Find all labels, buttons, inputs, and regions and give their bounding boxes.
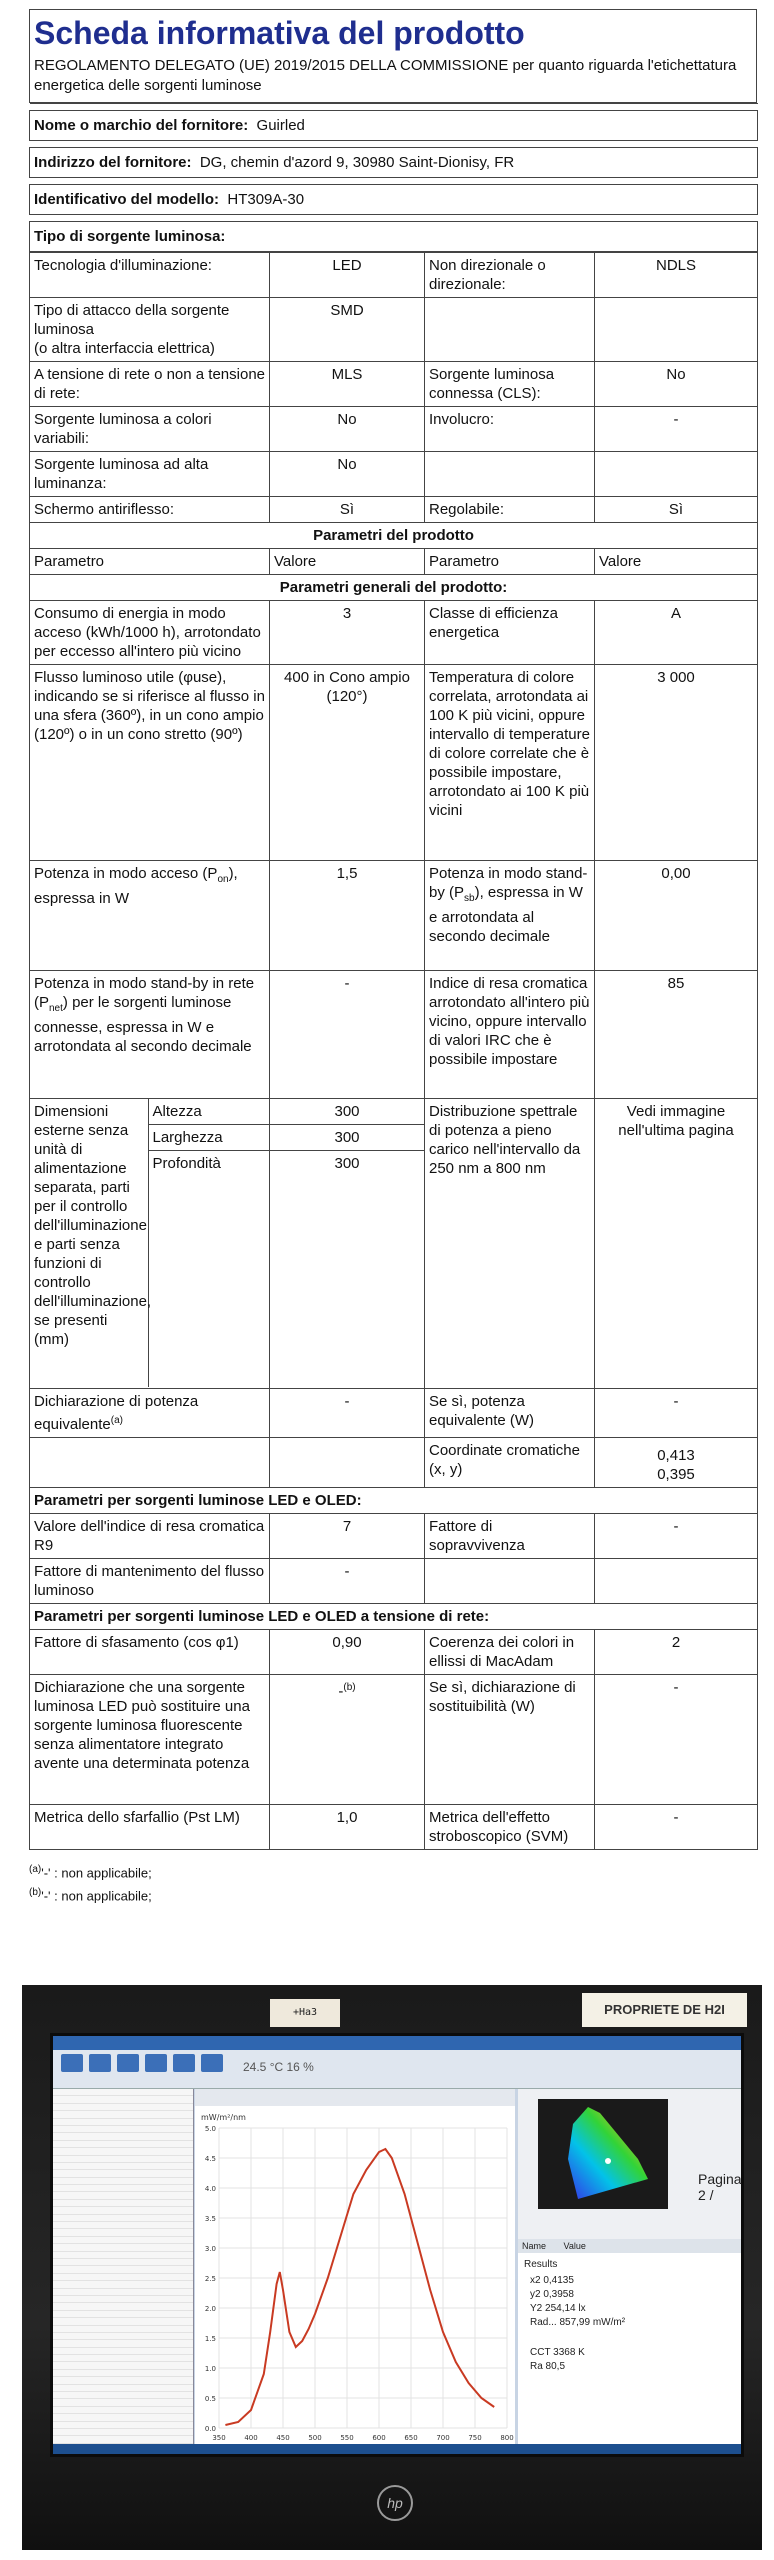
- supplier-address-label: Indirizzo del fornitore:: [34, 154, 192, 171]
- depth-label: Profondità: [152, 1155, 221, 1172]
- toolbar-icon: [117, 2054, 139, 2072]
- equiv-value: -: [270, 1389, 425, 1438]
- highlum-label: Sorgente luminosa ad alta luminanza:: [30, 452, 270, 497]
- tree-row: [53, 2170, 193, 2177]
- dimensions-inner: [30, 1099, 269, 1387]
- cls-value: No: [595, 362, 758, 407]
- toolbar-icon: [89, 2054, 111, 2072]
- tree-row: [53, 2229, 193, 2236]
- x-tick-label: 350: [212, 2434, 226, 2442]
- cie-svg: [538, 2099, 668, 2209]
- source-type-table: [29, 252, 758, 1850]
- tree-row: [53, 2407, 193, 2414]
- page-title: Scheda informativa del prodotto: [29, 9, 757, 54]
- y-tick-label: 2.5: [204, 2275, 216, 2283]
- x-tick-label: 500: [308, 2434, 322, 2442]
- y-tick-label: 4.5: [204, 2155, 216, 2163]
- asset-sticker: +Ha3: [270, 1999, 340, 2027]
- tree-row: [53, 2200, 193, 2207]
- y-tick-label: 0.5: [204, 2395, 216, 2403]
- width-value: 300: [270, 1125, 424, 1151]
- spacer: [30, 141, 758, 148]
- y-tick-label: 2.0: [204, 2305, 216, 2313]
- x-tick-label: 400: [244, 2434, 258, 2442]
- height-label: Altezza: [148, 1099, 269, 1125]
- psb-sub: sb: [464, 893, 475, 904]
- tree-row: [53, 2274, 193, 2281]
- attach-label: [30, 298, 270, 362]
- pon-sub: on: [217, 874, 229, 885]
- replacew-label: Se sì, dichiarazione di sostituibilità (W): [425, 1675, 595, 1805]
- replacew-value: -: [595, 1675, 758, 1805]
- cie-point: [605, 2158, 611, 2164]
- regulation-subtitle: REGOLAMENTO DELEGATO (UE) 2019/2015 DELLA COMMISSIONE per quanto riguarda l'etichettatura energetica delle sorgenti luminose: [29, 54, 757, 103]
- pnet-label-text: Potenza in modo stand-by in rete (P: [34, 975, 255, 1011]
- tree-row: [53, 2326, 193, 2333]
- tree-row: [53, 2303, 193, 2310]
- spacer: [30, 215, 758, 222]
- source-type-heading: Tipo di sorgente luminosa:: [30, 222, 758, 252]
- spd-value: Vedi immagine nell'ultima pagina: [595, 1099, 758, 1389]
- glare-value: Sì: [270, 497, 425, 523]
- svm-value: -: [595, 1805, 758, 1850]
- psb-label: [425, 861, 595, 971]
- footnote-b-mark: (b): [29, 1887, 42, 1899]
- flux-value: 400 in Cono ampio (120°): [270, 665, 425, 861]
- energy-value: 3: [270, 601, 425, 665]
- replace-value-text: -: [338, 1683, 344, 1700]
- glare-label: Schermo antiriflesso:: [30, 497, 270, 523]
- tree-row: [53, 2222, 193, 2229]
- dimm-label: Regolabile:: [425, 497, 595, 523]
- led-params-heading: Parametri per sorgenti luminose LED e OLED:: [30, 1488, 758, 1514]
- psb-label-text: Potenza in modo stand-by (P: [429, 865, 588, 901]
- replace-value: [270, 1675, 425, 1805]
- toolbar-icon: [201, 2054, 223, 2072]
- empty-cell: [595, 1559, 758, 1604]
- tree-row: [53, 2089, 193, 2096]
- dimensions-values: [270, 1099, 425, 1389]
- height-value: 300: [270, 1099, 424, 1125]
- tree-row: [53, 2148, 193, 2155]
- footnotes: [29, 1860, 757, 1907]
- x-tick-label: 600: [372, 2434, 386, 2442]
- result-x2: x2 0,4135: [530, 2275, 574, 2286]
- surv-label: Fattore di sopravvivenza: [425, 1514, 595, 1559]
- casing-value: -: [595, 407, 758, 452]
- cls-label: Sorgente luminosa connessa (CLS):: [425, 362, 595, 407]
- tree-row: [53, 2156, 193, 2163]
- results-panel: [518, 2239, 741, 2444]
- laptop-screen: [50, 2033, 744, 2457]
- spectrum-svg: [195, 2106, 515, 2444]
- x-tick-label: 700: [436, 2434, 450, 2442]
- empty-cell: [595, 298, 758, 362]
- footnote-a: [29, 1860, 757, 1883]
- y-tick-label: 0.0: [204, 2425, 216, 2433]
- results-header: [518, 2239, 741, 2253]
- x-tick-label: 650: [404, 2434, 418, 2442]
- tree-row: [53, 2237, 193, 2244]
- result-rad: Rad... 857,99 mW/m²: [530, 2317, 626, 2328]
- toolbar-icon: [145, 2054, 167, 2072]
- casing-label: Involucro:: [425, 407, 595, 452]
- tree-row: [53, 2259, 193, 2266]
- general-params-heading: Parametri generali del prodotto:: [30, 575, 758, 601]
- depth-value: 300: [334, 1155, 360, 1172]
- y-tick-label: 5.0: [204, 2125, 216, 2133]
- chroma-label: Coordinate cromatiche (x, y): [425, 1438, 595, 1488]
- hp-logo: hp: [377, 2485, 413, 2521]
- tree-row: [53, 2333, 193, 2340]
- tree-row: [53, 2104, 193, 2111]
- svm-label: Metrica dell'effetto stroboscopico (SVM): [425, 1805, 595, 1850]
- spd-label: Distribuzione spettrale di potenza a pieno carico nell'intervallo da 250 nm a 800 nm: [425, 1099, 595, 1389]
- supplier-table: [29, 103, 758, 252]
- tree-row: [53, 2348, 193, 2355]
- col-value-header: Valore: [595, 549, 758, 575]
- tree-row: [53, 2281, 193, 2288]
- model-id-row: [30, 185, 758, 215]
- tree-row: [53, 2318, 193, 2325]
- tree-row: [53, 2141, 193, 2148]
- highlum-value: No: [270, 452, 425, 497]
- col-value-header: Valore: [270, 549, 425, 575]
- tree-row: [53, 2133, 193, 2140]
- result-y2: y2 0,3958: [530, 2289, 574, 2300]
- tree-row: [53, 2340, 193, 2347]
- equiv-label: [30, 1389, 270, 1438]
- nondir-value: NDLS: [595, 253, 758, 298]
- product-sheet: [29, 9, 757, 1907]
- tree-row: [53, 2355, 193, 2362]
- spacer: [30, 104, 758, 111]
- tree-row: [53, 2252, 193, 2259]
- results-heading: Results: [524, 2259, 558, 2270]
- supplier-name-label: Nome o marchio del fornitore:: [34, 117, 249, 134]
- led-mains-heading: Parametri per sorgenti luminose LED e OLED a tensione di rete:: [30, 1604, 758, 1630]
- tree-row: [53, 2178, 193, 2185]
- taskbar: [53, 2444, 741, 2454]
- macadam-label: Coerenza dei colori in ellissi di MacAdam: [425, 1630, 595, 1675]
- attach-label-line2: (o altra interfaccia elettrica): [34, 340, 215, 357]
- equiv-sup: (a): [110, 1415, 123, 1426]
- color-panel: [518, 2089, 741, 2444]
- tree-row: [53, 2192, 193, 2199]
- tree-row: [53, 2119, 193, 2126]
- psb-label-text2: ), espressa in W e arrotondata al secondo decimale: [429, 884, 583, 945]
- tree-row: [53, 2370, 193, 2377]
- spacer: [30, 178, 758, 185]
- y-tick-label: 1.5: [204, 2335, 216, 2343]
- width-label: Larghezza: [148, 1125, 269, 1151]
- mains-label: A tensione di rete o non a tensione di rete:: [30, 362, 270, 407]
- spectrum-chart: [195, 2106, 515, 2444]
- tree-row: [53, 2163, 193, 2170]
- tech-value: LED: [270, 253, 425, 298]
- pon-label-text: Potenza in modo acceso (P: [34, 865, 218, 882]
- tree-row: [53, 2266, 193, 2273]
- chroma-value: [595, 1438, 758, 1488]
- props-col-value: Value: [563, 2241, 586, 2251]
- y-tick-label: 3.0: [204, 2245, 216, 2253]
- pon-label: [30, 861, 270, 971]
- tree-row: [53, 2385, 193, 2392]
- tree-row: [53, 2414, 193, 2421]
- mains-value: MLS: [270, 362, 425, 407]
- tree-row: [53, 2215, 193, 2222]
- nondir-label: Non direzionale o direzionale:: [425, 253, 595, 298]
- supplier-name-value: Guirled: [256, 117, 305, 134]
- chart-tabs: [195, 2089, 515, 2106]
- pnet-label: [30, 971, 270, 1099]
- tree-row: [53, 2392, 193, 2399]
- chroma-x: 0,413: [657, 1447, 695, 1464]
- tree-row: [53, 2185, 193, 2192]
- model-id-label: Identificativo del modello:: [34, 191, 220, 208]
- replace-label: Dichiarazione che una sorgente luminosa LED può sostituire una sorgente luminosa fluorescente senza alimentatore integrato avente una determinata potenza: [30, 1675, 270, 1805]
- pnet-label-text2: ) per le sorgenti luminose connesse, espressa in W e arrotondata al secondo decimale: [34, 994, 252, 1055]
- supplier-address-row: [30, 148, 758, 178]
- spectrum-line: [225, 2149, 494, 2425]
- temperature-readout: 24.5 °C 16 %: [243, 2060, 314, 2074]
- chroma-y: 0,395: [657, 1466, 695, 1483]
- ownership-sticker: PROPRIETE DE H2I: [582, 1993, 747, 2027]
- tree-row: [53, 2399, 193, 2406]
- empty-cell: [30, 1438, 270, 1488]
- attach-label-line1: Tipo di attacco della sorgente luminosa: [34, 302, 230, 338]
- pon-value: 1,5: [270, 861, 425, 971]
- x-tick-label: 450: [276, 2434, 290, 2442]
- x-tick-label: 800: [500, 2434, 514, 2442]
- color-value: No: [270, 407, 425, 452]
- supplier-name-row: [30, 111, 758, 141]
- y-tick-label: 4.0: [204, 2185, 216, 2193]
- empty-cell: [425, 452, 595, 497]
- empty-cell: [595, 452, 758, 497]
- y-tick-label: 3.5: [204, 2215, 216, 2223]
- tree-row: [53, 2244, 193, 2251]
- tree-row: [53, 2207, 193, 2214]
- y-axis-label: mW/m²/nm: [201, 2113, 246, 2122]
- tree-row: [53, 2429, 193, 2436]
- flicker-value: 1,0: [270, 1805, 425, 1850]
- software-titlebar: [53, 2036, 741, 2050]
- tree-row: [53, 2436, 193, 2443]
- flux-label: Flusso luminoso utile (φuse), indicando se si riferisce al flusso in una sfera (360º), in un cono ampio (120º) o in un cono stretto (90º): [30, 665, 270, 861]
- col-param-header: Parametro: [425, 549, 595, 575]
- tree-row: [53, 2296, 193, 2303]
- color-label: Sorgente luminosa a colori variabili:: [30, 407, 270, 452]
- r9-value: 7: [270, 1514, 425, 1559]
- y-tick-label: 1.0: [204, 2365, 216, 2373]
- cie-locus: [568, 2107, 648, 2199]
- tree-row: [53, 2126, 193, 2133]
- tree-row: [53, 2377, 193, 2384]
- macadam-value: 2: [595, 1630, 758, 1675]
- dimm-value: Sì: [595, 497, 758, 523]
- dimensions-cell: [30, 1099, 270, 1389]
- footnote-a-text: '-' : non applicabile;: [41, 1865, 152, 1881]
- x-tick-label: 750: [468, 2434, 482, 2442]
- empty-cell: [425, 298, 595, 362]
- props-col-name: Name: [522, 2241, 547, 2251]
- cie-diagram: [538, 2099, 668, 2209]
- tree-row: [53, 2311, 193, 2318]
- footnote-b-text: '-' : non applicabile;: [41, 1888, 152, 1904]
- cct-value: 3 000: [595, 665, 758, 861]
- equivw-label: Se sì, potenza equivalente (W): [425, 1389, 595, 1438]
- replace-sup: (b): [343, 1682, 356, 1693]
- r9-label: Valore dell'indice di resa cromatica R9: [30, 1514, 270, 1559]
- toolbar-icon: [173, 2054, 195, 2072]
- result-ra: Ra 80,5: [530, 2361, 566, 2372]
- equivw-value: -: [595, 1389, 758, 1438]
- tech-label: Tecnologia d'illuminazione:: [30, 253, 270, 298]
- product-params-heading: Parametri del prodotto: [30, 523, 758, 549]
- footnote-b: [29, 1883, 757, 1906]
- tree-row: [53, 2289, 193, 2296]
- empty-cell: [270, 1438, 425, 1488]
- spectrum-photo: [22, 1985, 762, 2550]
- chart-grid: [219, 2128, 507, 2428]
- flicker-label: Metrica dello sfarfallio (Pst LM): [30, 1805, 270, 1850]
- class-value: A: [595, 601, 758, 665]
- supplier-address-value: DG, chemin d'azord 9, 30980 Saint-Dionisy, FR: [199, 154, 515, 171]
- energy-label: Consumo di energia in modo acceso (kWh/1000 h), arrotondato per eccesso all'intero più vicino: [30, 601, 270, 665]
- tree-row: [53, 2096, 193, 2103]
- cri-label: Indice di resa cromatica arrotondato all'intero più vicino, oppure intervallo di valori IRC che è possibile impostare: [425, 971, 595, 1099]
- cri-value: 85: [595, 971, 758, 1099]
- model-id-value: HT309A-30: [227, 191, 305, 208]
- result-cct: CCT 3368 K: [530, 2347, 585, 2358]
- psb-value: 0,00: [595, 861, 758, 971]
- pon-label-text2: ), espressa in W: [34, 865, 238, 907]
- equiv-label-text: Dichiarazione di potenza equivalente: [34, 1393, 199, 1433]
- footnote-a-mark: (a): [29, 1864, 42, 1875]
- tree-row: [53, 2422, 193, 2429]
- maint-value: -: [270, 1559, 425, 1604]
- pf-label: Fattore di sfasamento (cos φ1): [30, 1630, 270, 1675]
- page-label: Pagina 2 /: [698, 2171, 742, 2203]
- tree-row: [53, 2111, 193, 2118]
- pf-value: 0,90: [270, 1630, 425, 1675]
- maint-label: Fattore di mantenimento del flusso luminoso: [30, 1559, 270, 1604]
- x-tick-label: 550: [340, 2434, 354, 2442]
- measurement-tree-panel: [53, 2089, 194, 2444]
- class-label: Classe di efficienza energetica: [425, 601, 595, 665]
- pnet-sub: net: [49, 1003, 63, 1014]
- tree-row: [53, 2362, 193, 2369]
- pnet-value: -: [270, 971, 425, 1099]
- surv-value: -: [595, 1514, 758, 1559]
- col-param-header: Parametro: [30, 549, 270, 575]
- dim-label: Dimensioni esterne senza unità di alimentazione separata, parti per il controllo dell'illuminazione e parti senza funzioni di controllo dell'illuminazione, se presenti (mm): [30, 1099, 148, 1387]
- toolbar-icon: [61, 2054, 83, 2072]
- empty-cell: [425, 1559, 595, 1604]
- cct-label: Temperatura di colore correlata, arrotondata ai 100 K più vicini, oppure intervallo di temperature di colore correlate che è possibile impostare, arrotondato ai 100 K più vicini: [425, 665, 595, 861]
- result-Y2: Y2 254,14 lx: [530, 2303, 586, 2314]
- attach-value: SMD: [270, 298, 425, 362]
- software-toolbar: [53, 2050, 741, 2089]
